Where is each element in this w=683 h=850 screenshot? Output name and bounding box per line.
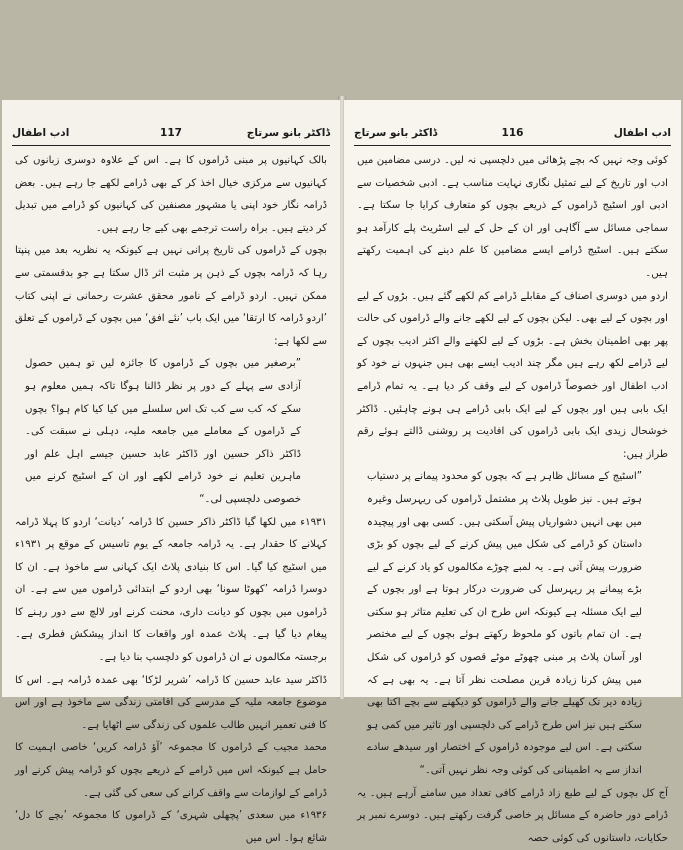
right-page-section-title: ادب اطفال — [613, 127, 671, 139]
right-page — [344, 100, 681, 844]
left-page-section-title: ادب اطفال — [12, 127, 70, 139]
right-page-header — [354, 127, 671, 143]
paragraph: آج کل بچوں کے لیے طبع زاد ڈرامے کافی تعداد میں سامنے آرہے ہیں۔ یہ ڈرامے دور حاضرہ کے مسائل پر خاصی گرفت رکھتے ہیں۔ دوسرے نمبر پر حکایات، داستانوں کی کوئی حصہ — [357, 787, 668, 844]
left-page-header — [12, 127, 330, 143]
block-quote: ”اسٹیج کے مسائل ظاہر ہے کہ بچوں کو محدود پیمانے پر دستیاب ہوتے ہیں۔ نیز طویل پلاٹ پر مشتمل ڈراموں کی ریہرسل وغیرہ میں بھی انہیں دشواریاں پیش آسکتی ہیں۔ کسی بھی اور پیچیدہ داستان کو ڈرامے کی شکل میں پیش کرنے کے لیے بچوں کو بڑی ضرورت پیش آتی ہے۔ یہ لمبے چوڑے مکالموں کو یاد کرنے کے لیے بڑے پیمانے پر ریہرسل کی ضرورت درکار ہوتا ہے اور بچوں کے لیے ایک مسئلہ ہے کیونکہ اس طرح ان کی تعلیم متاثر ہو سکتی ہے۔ ان تمام باتوں کو ملحوظ رکھتے ہوئے بچوں کے لیے مختصر اور آسان پلاٹ پر مبنی چھوٹے موٹے قصوں کو ڈراموں کی شکل میں پیش کرنا زیادہ قرین مصلحت نظر آتا ہے۔ یہ بھی ہے کہ زیادہ دیر تک کھیلے جانے والے ڈراموں کو دیکھنے سے بچے اکتا بھی سکتے ہیں نیز اس طرح ڈرامے کی دلچسپی اور تاثیر میں کمی ہو سکتی ہے۔ اس لیے موجودہ ڈراموں کے اختصار اور سیدھے سادے انداز سے بہ اطمینانی کی کوئی وجہ نظر نہیں آتی۔“ — [367, 471, 642, 777]
paragraph: محمد مجیب کے ڈراموں کا مجموعہ ’آؤ ڈرامہ کریں‘ خاصی اہمیت کا حامل ہے کیونکہ اس میں ڈرامے کے ذریعے بچوں کو ڈرامہ پیش کرنے اور ڈرامے کے لوازمات سے واقف کرانے کی سعی کی گئی ہے۔ — [15, 742, 327, 799]
right-page-author-title: ڈاکٹر بانو سرتاج — [354, 127, 438, 139]
left-page-number: 117 — [160, 127, 182, 139]
paragraph: کوئی وجہ نہیں کہ بچے پڑھائی میں دلچسپی نہ لیں۔ درسی مضامین میں ادب اور تاریخ کے لیے تمثیل نگاری نہایت مناسب ہے۔ ادبی شخصیات سے ادبی اور اسٹیج ڈراموں کے ذریعے بچوں کو متعارف کرایا جا سکتا ہے۔ سماجی مسائل سے آگاہی اور ان کے حل کے لیے اسٹریٹ پلے کارآمد ہو سکتے ہیں۔ اسٹیج ڈرامے ایسے مضامین کا علم دینے کی اہمیت رکھتے ہیں۔ — [357, 155, 668, 279]
right-page-number: 116 — [501, 127, 524, 139]
paragraph: ۱۹۳۱ء میں لکھا گیا ڈاکٹر ذاکر حسین کا ڈرامہ ’دیانت‘ اردو کا پہلا ڈرامہ کہلانے کا حقدار ہے۔ یہ ڈرامہ جامعہ کے یوم تاسیس کے موقع پر ۱۹۳۱ء میں اسٹیج کیا گیا۔ اس کا بنیادی پلاٹ ایک کہانی سے ماخوذ ہے۔ ان کا دوسرا ڈرامہ ’کھوٹا سونا‘ بھی اردو کے ابتدائی ڈراموں میں سے ہے۔ ان ڈراموں میں بچوں کو دیانت داری، محنت کرنے اور لالچ سے دور رہنے کا پیغام دیا گیا ہے۔ پلاٹ عمدہ اور واقعات کا انداز پیشکش فطری ہے۔ برجستہ مکالموں نے ان ڈراموں کو دلچسپ بنا دیا ہے۔ — [15, 516, 327, 664]
left-page-author-title: ڈاکٹر بانو سرتاج — [246, 127, 330, 139]
paragraph: ۱۹۳۶ء میں سعدی ’پچھلی شہری‘ کے ڈراموں کا مجموعہ ’بچے کا دل‘ شائع ہوا۔ اس میں — [15, 810, 327, 844]
paragraph: بالک کہانیوں پر مبنی ڈراموں کا ہے۔ اس کے علاوہ دوسری زبانوں کی کہانیوں سے مرکزی خیال اخذ کر کے بھی ڈرامے لکھے جا رہے ہیں۔ بعض ڈرامہ نگار خود اپنی یا مشہور مصنفین کی کہانیوں کو ڈرامے میں تبدیل کر دیتے ہیں۔ براہ راست ترجمے بھی کیے جا رہے ہیں۔ — [15, 155, 327, 234]
paragraph: بچوں کے ڈراموں کی تاریخ پرانی نہیں ہے کیونکہ یہ نظریہ بعد میں پنپتا رہا کہ ڈرامہ بچوں کے ذہن پر مثبت اثر ڈال سکتا ہے جو بدقسمتی سے ممکن نہیں۔ اردو ڈرامے کے نامور محقق عشرت رحمانی نے اپنی کتاب ’اردو ڈرامہ کا ارتقا‘ میں ایک باب ’نئے افق‘ میں بچوں کے ڈراموں کے تعلق سے لکھا ہے: — [15, 245, 327, 347]
right-page-body — [357, 150, 668, 850]
left-header-rule — [12, 145, 330, 146]
block-quote: ”برصغیر میں بچوں کے ڈراموں کا جائزہ لیں تو ہمیں حصول آزادی سے پہلے کے دور پر نظر ڈالنا ہوگا تاکہ ہمیں معلوم ہو سکے کہ کب سے کب تک اس سلسلے میں کیا کیا کام ہوا؟ بچوں کے ڈراموں کے معاملے میں جامعہ ملیہ، دہلی نے سبقت کی۔ ڈاکٹر ذاکر حسین اور ڈاکٹر عابد حسین جیسے اہل علم اور ماہرین تعلیم نے خود ڈرامے لکھے اور ان کے اسٹیج کرنے میں خصوصی دلچسپی لی۔“ — [25, 358, 301, 505]
paragraph: اردو میں دوسری اصناف کے مقابلے ڈرامے کم لکھے گئے ہیں۔ بڑوں کے لیے اور بچوں کے لیے بھی۔ لیکن بچوں کے لیے لکھے جانے والے ڈراموں کی حالت پھر بھی اطمینان بخش ہے۔ بڑوں کے لیے لکھنے والے اکثر ادیب بچوں کے لیے ڈرامے لکھ رہے ہیں مگر چند ادیب ایسے بھی ہیں جنہوں نے خود کو ادب اطفال اور خصوصاً ڈراموں کے لیے وقف کر دیا ہے۔ یہ تمام ڈرامے ایک بابی ہیں اور بچوں کے لیے ایک بابی ڈرامے ہی ہونے چاہئیں۔ ڈاکٹر خوشحال زیدی ایک بابی ڈراموں کی افادیت پر روشنی ڈالتے ہوئے رقم طراز ہیں: — [357, 290, 668, 460]
left-page — [2, 100, 341, 844]
paragraph: ڈاکٹر سید عابد حسین کا ڈرامہ ’شریر لڑکا‘ بھی عمدہ ڈرامہ ہے۔ اس کا موضوع جامعہ ملیہ کے مدرسے کی اقامتی زندگی سے ماخوذ ہے اور اس کا فنی تعمیر انہیں طالب علموں کی زندگی سے اٹھایا ہے۔ — [15, 674, 327, 731]
left-page-body — [15, 150, 327, 850]
right-header-rule — [354, 145, 671, 146]
